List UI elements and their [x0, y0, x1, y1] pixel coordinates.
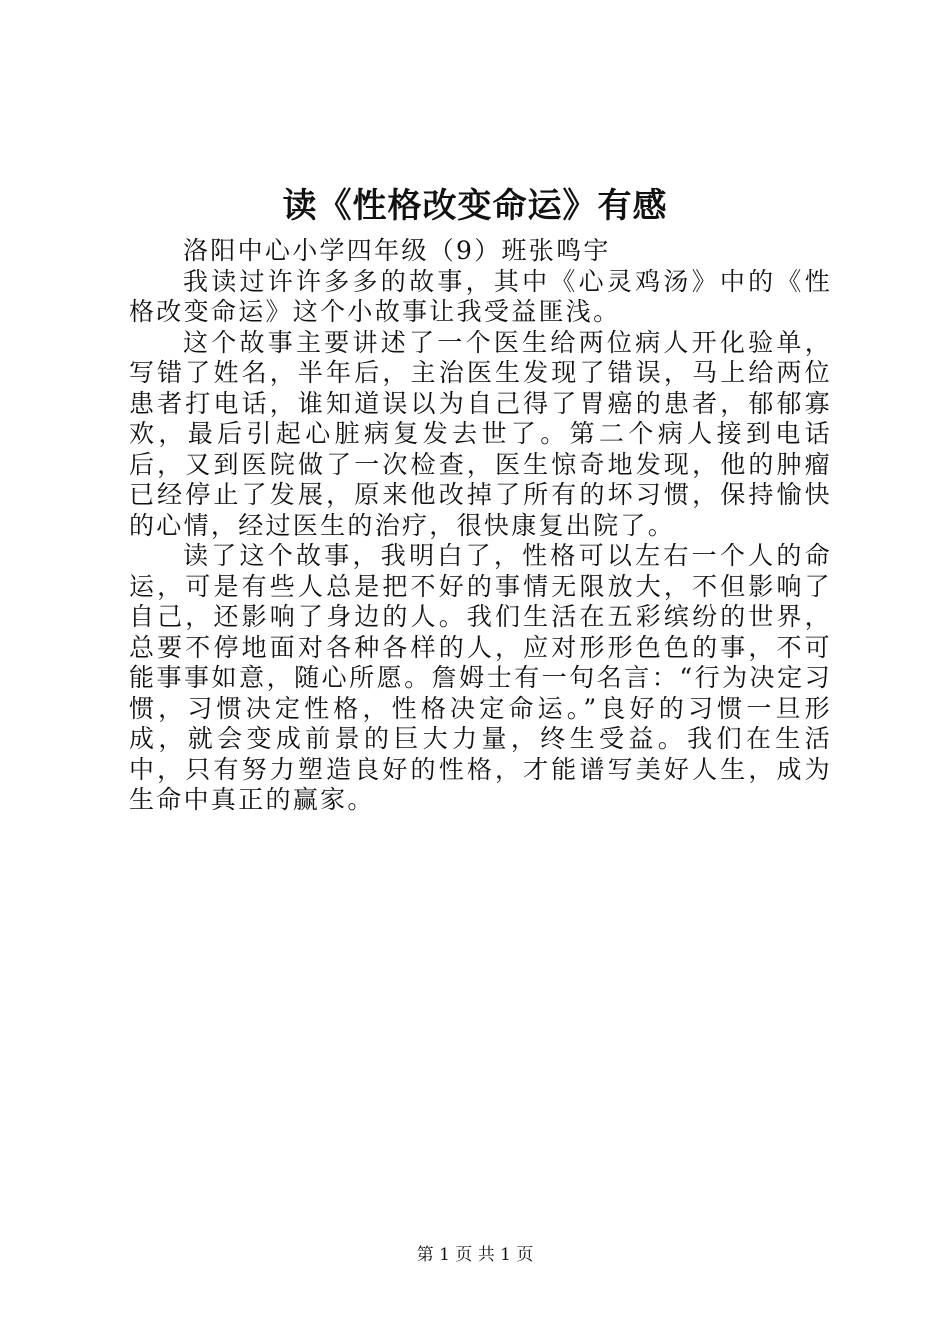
author-byline: 洛阳中心小学四年级（9）班张鸣宇: [183, 236, 611, 265]
document-title: 读《性格改变命运》有感: [282, 186, 668, 226]
paragraph-3: 读了这个故事，我明白了，性格可以左右一个人的命运，可是有些人总是把不好的事情无限放大，不但影响了自己，还影响了身边的人。我们生活在五彩缤纷的世界，总要不停地面对各种各样的人，应对形形色色的事，不可能事事如意，随心所愿。詹姆士有一句名言：“行为决定习惯，习惯决定性格，性格决定命运。”良好的习惯一旦形成，就会变成前景的巨大力量，终生受益。我们在生活中，只有努力塑造良好的性格，才能谱写美好人生，成为生命中真正的赢家。: [129, 541, 832, 814]
document-body: [129, 236, 832, 816]
paragraph-1: 我读过许许多多的故事，其中《心灵鸡汤》中的《性格改变命运》这个小故事让我受益匪浅。: [129, 266, 832, 326]
paragraph-2: 这个故事主要讲述了一个医生给两位病人开化验单，写错了姓名，半年后，主治医生发现了错误，马上给两位患者打电话，谁知道误以为自己得了胃癌的患者，郁郁寡欢，最后引起心脏病复发去世了。第二个病人接到电话后，又到医院做了一次检查，医生惊奇地发现，他的肿瘤已经停止了发展，原来他改掉了所有的坏习惯，保持愉快的心情，经过医生的治疗，很快康复出院了。: [129, 327, 832, 540]
page-footer: 第 1 页 共 1 页: [416, 1245, 534, 1265]
